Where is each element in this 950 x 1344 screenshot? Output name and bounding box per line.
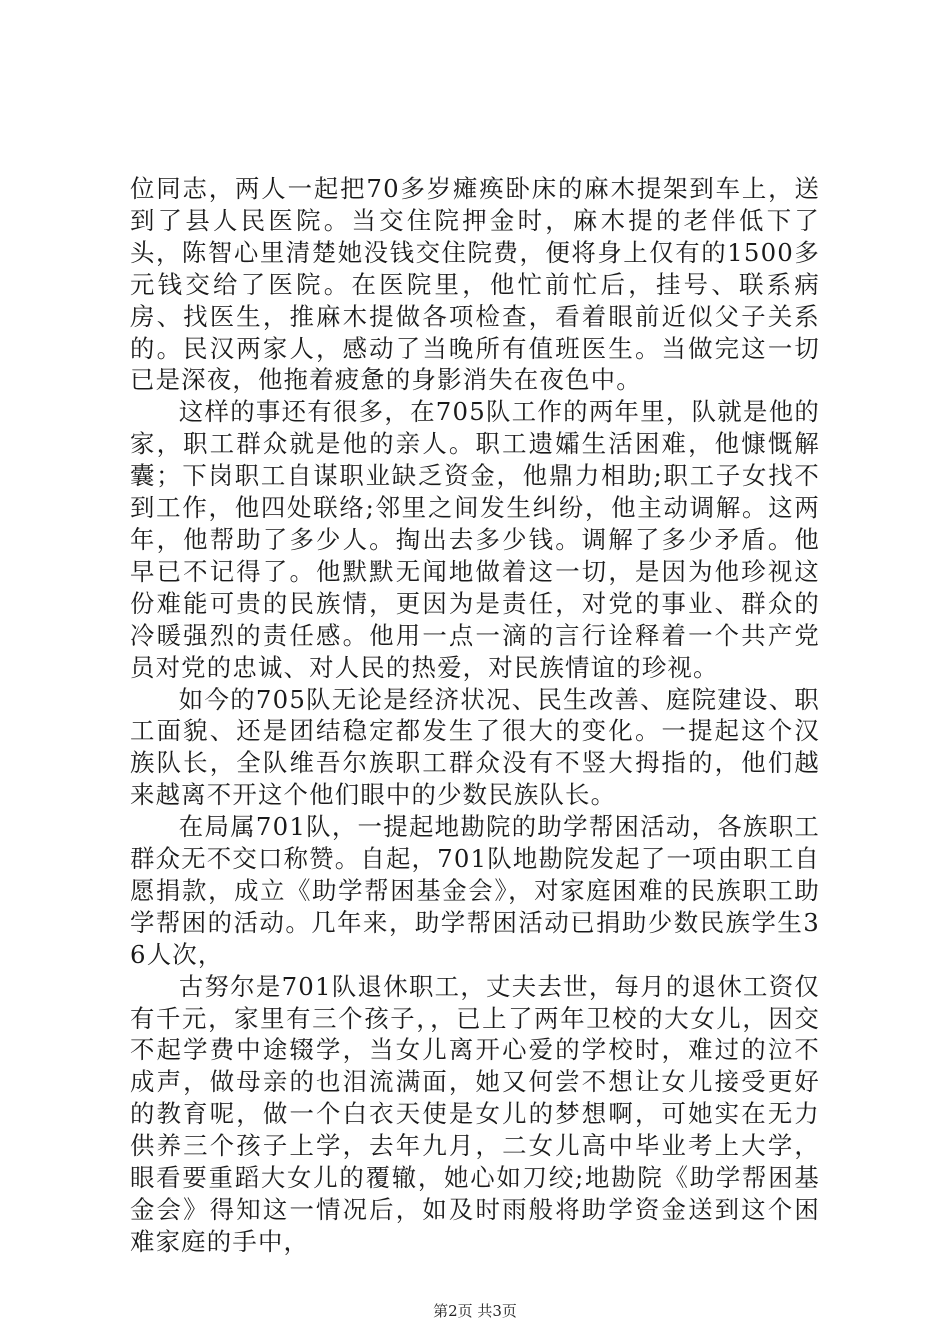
page-footer xyxy=(0,1300,950,1321)
page-number-label: 第2页 共3页 xyxy=(433,1302,517,1320)
paragraph-1: 位同志，两人一起把70多岁瘫痪卧床的麻木提架到车上，送到了县人民医院。当交住院押金时，麻木提的老伴低下了头，陈智心里清楚她没钱交住院费，便将身上仅有的1500多元钱交给了医院。在医院里，他忙前忙后，挂号、联系病房、找医生，推麻木提做各项检查，看着眼前近似父子关系的。民汉两家人，感动了当晚所有值班医生。当做完这一切已是深夜，他拖着疲惫的身影消失在夜色中。 xyxy=(130,174,820,395)
paragraph-2: 这样的事还有很多，在705队工作的两年里，队就是他的家，职工群众就是他的亲人。职工遗孀生活困难，他慷慨解囊；下岗职工自谋职业缺乏资金，他鼎力相助;职工子女找不到工作，他四处联络;邻里之间发生纠纷，他主动调解。这两年，他帮助了多少人。掏出去多少钱。调解了多少矛盾。他早已不记得了。他默默无闻地做着这一切，是因为他珍视这份难能可贵的民族情，更因为是责任，对党的事业、群众的冷暖强烈的责任感。他用一点一滴的言行诠释着一个共产党员对党的忠诚、对人民的热爱，对民族情谊的珍视。 xyxy=(130,397,820,682)
paragraph-5: 古努尔是701队退休职工，丈夫去世，每月的退休工资仅有千元，家里有三个孩子，，已上了两年卫校的大女儿，因交不起学费中途辍学，当女儿离开心爱的学校时，难过的泣不成声，做母亲的也泪流满面，她又何尝不想让女儿接受更好的教育呢，做一个白衣天使是女儿的梦想啊，可她实在无力供养三个孩子上学，去年九月，二女儿高中毕业考上大学，眼看要重蹈大女儿的覆辙，她心如刀绞;地勘院《助学帮困基金会》得知这一情况后，如及时雨般将助学资金送到这个困难家庭的手中， xyxy=(130,971,820,1256)
paragraph-4: 在局属701队，一提起地勘院的助学帮困活动，各族职工群众无不交口称赞。自起，701队地勘院发起了一项由职工自愿捐款，成立《助学帮困基金会》，对家庭困难的民族职工助学帮困的活动。几年来，助学帮困活动已捐助少数民族学生36人次， xyxy=(130,812,820,969)
document-body xyxy=(130,173,820,1258)
paragraph-3: 如今的705队无论是经济状况、民生改善、庭院建设、职工面貌、还是团结稳定都发生了很大的变化。一提起这个汉族队长，全队维吾尔族职工群众没有不竖大拇指的，他们越来越离不开这个他们眼中的少数民族队长。 xyxy=(130,684,820,810)
